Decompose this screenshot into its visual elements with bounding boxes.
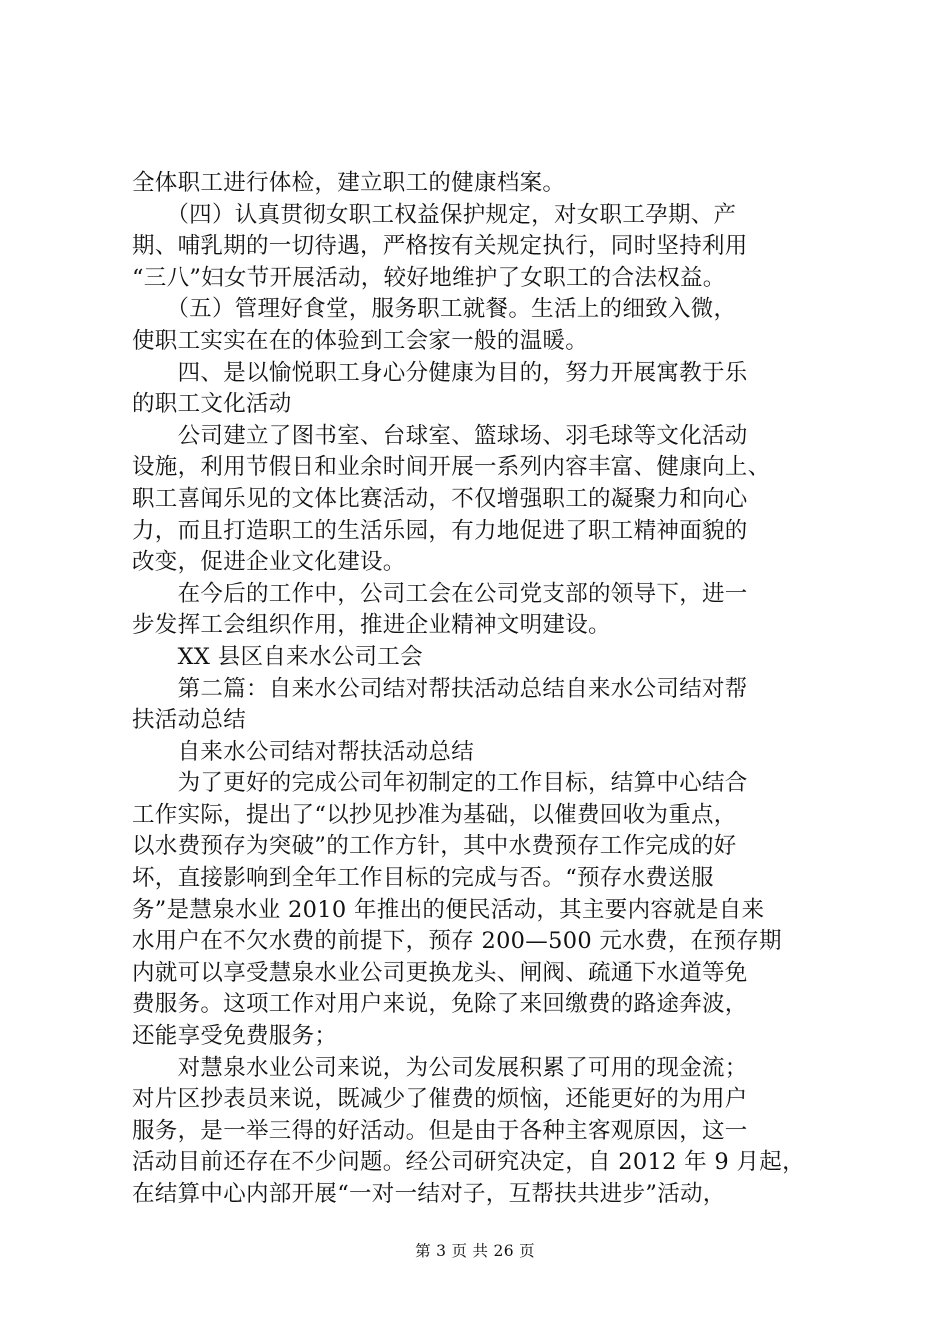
section-heading: 扶活动总结 (132, 707, 247, 734)
article-title: 自来水公司结对帮扶活动总结 (132, 738, 475, 765)
text-line: 活动目前还存在不少问题。经公司研究决定，自 2012 年 9 月起， (132, 1149, 805, 1176)
text-line: “三八”妇女节开展活动，较好地维护了女职工的合法权益。 (132, 264, 726, 291)
text-line: 水用户在不欠水费的前提下，预存 200—500 元水费，在预存期 (132, 928, 782, 955)
text-line: 四、是以愉悦职工身心分健康为目的，努力开展寓教于乐 (132, 359, 748, 386)
text-line: 全体职工进行体检，建立职工的健康档案。 (132, 170, 566, 196)
document-body (132, 168, 832, 1211)
text-line: 改变，促进企业文化建设。 (132, 549, 406, 576)
text-line: 对慧泉水业公司来说，为公司发展积累了可用的现金流； (132, 1054, 748, 1081)
text-line: 步发挥工会组织作用，推进企业精神文明建设。 (132, 612, 611, 639)
text-line: 期、哺乳期的一切待遇，严格按有关规定执行，同时坚持利用 (132, 233, 748, 260)
text-line: 使职工实实在在的体验到工会家一般的温暖。 (132, 327, 589, 354)
text-line: （五）管理好食堂，服务职工就餐。生活上的细致入微， (132, 296, 737, 323)
text-line: 在今后的工作中，公司工会在公司党支部的领导下，进一 (132, 580, 748, 607)
text-line: 为了更好的完成公司年初制定的工作目标，结算中心结合 (132, 770, 748, 797)
text-line: （四）认真贯彻女职工权益保护规定，对女职工孕期、产 (132, 201, 737, 228)
text-line: 坏，直接影响到全年工作目标的完成与否。“预存水费送服 (132, 865, 714, 892)
text-line: 在结算中心内部开展“一对一结对子，互帮扶共进步”活动， (132, 1181, 726, 1207)
page-footer: 第 3 页 共 26 页 (415, 1242, 535, 1260)
text-line: 内就可以享受慧泉水业公司更换龙头、闸阀、疏通下水道等免 (132, 959, 748, 986)
text-line: 工作实际，提出了“以抄见抄准为基础，以催费回收为重点， (132, 801, 737, 828)
signature-line: XX 县区自来水公司工会 (132, 643, 423, 670)
text-line: 设施，利用节假日和业余时间开展一系列内容丰富、健康向上、 (132, 454, 771, 481)
text-line: 服务，是一举三得的好活动。但是由于各种主客观原因，这一 (132, 1117, 748, 1144)
text-line: 公司建立了图书室、台球室、篮球场、羽毛球等文化活动 (132, 422, 748, 449)
text-line: 费服务。这项工作对用户来说，免除了来回缴费的路途奔波， (132, 991, 748, 1018)
section-heading: 第二篇：自来水公司结对帮扶活动总结自来水公司结对帮 (132, 675, 748, 702)
text-line: 务”是慧泉水业 2010 年推出的便民活动，其主要内容就是自来 (132, 896, 765, 923)
text-line: 力，而且打造职工的生活乐园，有力地促进了职工精神面貌的 (132, 517, 748, 544)
text-line: 的职工文化活动 (132, 391, 292, 418)
text-line: 还能享受免费服务； (132, 1023, 338, 1050)
text-line: 对片区抄表员来说，既减少了催费的烦恼，还能更好的为用户 (132, 1086, 748, 1113)
text-line: 职工喜闻乐见的文体比赛活动，不仅增强职工的凝聚力和向心 (132, 485, 748, 512)
text-line: 以水费预存为突破”的工作方针，其中水费预存工作完成的好 (132, 833, 737, 860)
